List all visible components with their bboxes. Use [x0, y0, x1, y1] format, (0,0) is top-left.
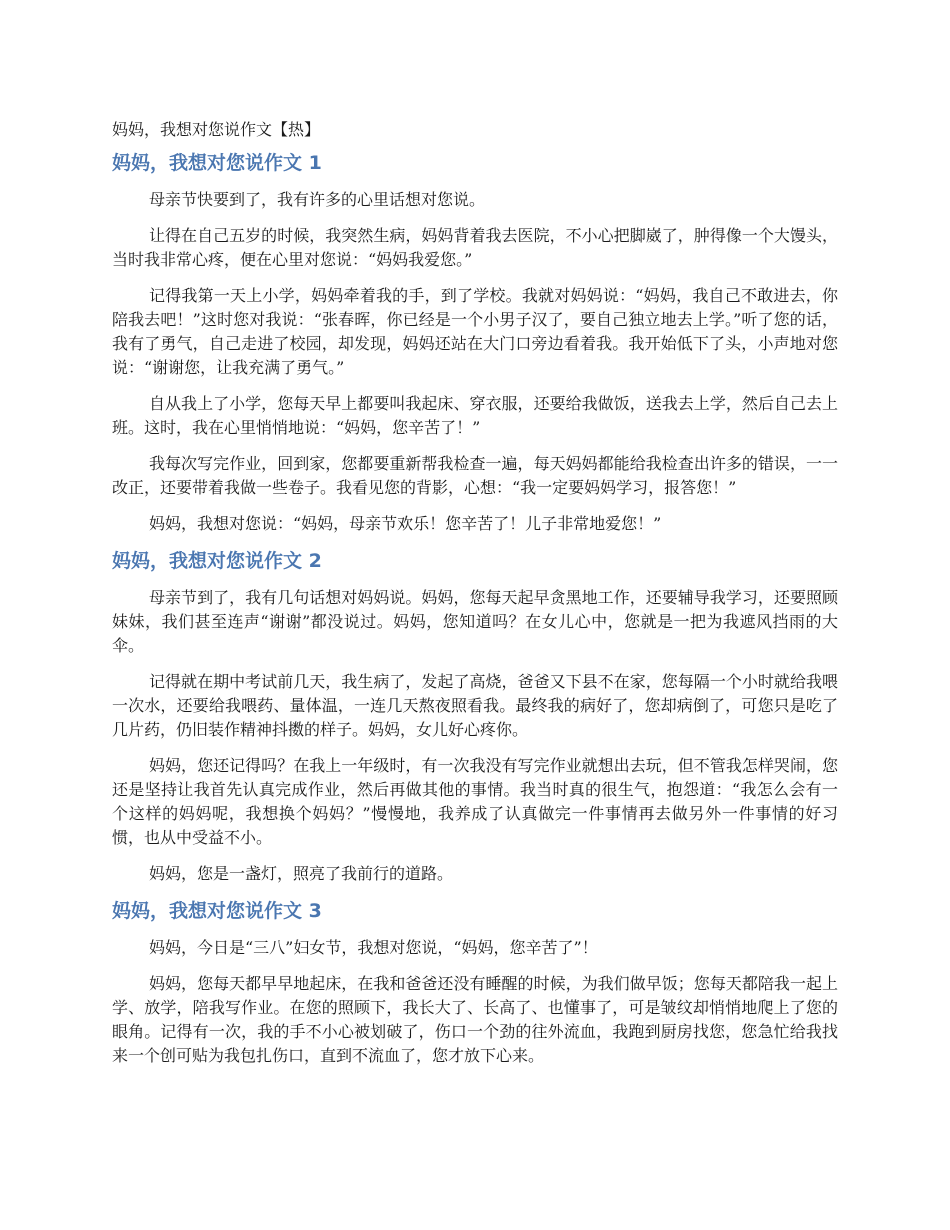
- section-2: [112, 548, 838, 886]
- paragraph: 母亲节快要到了，我有许多的心里话想对您说。: [149, 190, 486, 209]
- section-heading: 妈妈，我想对您说作文 1: [112, 152, 322, 174]
- section-1: [112, 150, 838, 536]
- paragraph: 我每次写完作业，回到家，您都要重新帮我检查一遍，每天妈妈都能给我检查出许多的错误，一一改正，还要带着我做一些卷子。我看见您的背影，心想：“我一定要妈妈学习，报答您！”: [112, 454, 838, 497]
- paragraph: 自从我上了小学，您每天早上都要叫我起床、穿衣服，还要给我做饭，送我去上学，然后自己去上班。这时，我在心里悄悄地说：“妈妈，您辛苦了！”: [112, 394, 838, 437]
- paragraph: 妈妈，您还记得吗？在我上一年级时，有一次我没有写完作业就想出去玩，但不管我怎样哭闹，您还是坚持让我首先认真完成作业，然后再做其他的事情。我当时真的很生气，抱怨道：“我怎么会有一个这样的妈妈呢，我想换个妈妈？”慢慢地，我养成了认真做完一件事情再去做另外一件事情的好习惯，也从中受益不小。: [112, 756, 838, 847]
- document-title: 妈妈，我想对您说作文【热】: [112, 120, 321, 139]
- paragraph: 让得在自己五岁的时候，我突然生病，妈妈背着我去医院，不小心把脚崴了，肿得像一个大馒头，当时我非常心疼，便在心里对您说：“妈妈我爱您。”: [112, 226, 838, 269]
- document-page: [112, 118, 838, 1080]
- paragraph: 妈妈，您是一盏灯，照亮了我前行的道路。: [149, 864, 454, 883]
- paragraph: 妈妈，今日是“三八”妇女节，我想对您说，“妈妈，您辛苦了”！: [149, 938, 598, 957]
- paragraph: 妈妈，您每天都早早地起床，在我和爸爸还没有睡醒的时候，为我们做早饭；您每天都陪我一起上学、放学，陪我写作业。在您的照顾下，我长大了、长高了、也懂事了，可是皱纹却悄悄地爬上了您的眼角。记得有一次，我的手不小心被划破了，伤口一个劲的往外流血，我跑到厨房找您，您急忙给我找来一个创可贴为我包扎伤口，直到不流血了，您才放下心来。: [112, 974, 838, 1065]
- paragraph: 记得我第一天上小学，妈妈牵着我的手，到了学校。我就对妈妈说：“妈妈，我自己不敢进去，你陪我去吧！”这时您对我说：“张春晖，你已经是一个小男子汉了，要自己独立地去上学。”听了您的话，我有了勇气，自己走进了校园，却发现，妈妈还站在大门口旁边看着我。我开始低下了头，小声地对您说：“谢谢您，让我充满了勇气。”: [112, 286, 838, 377]
- paragraph: 母亲节到了，我有几句话想对妈妈说。妈妈，您每天起早贪黑地工作，还要辅导我学习，还要照顾妹妹，我们甚至连声“谢谢”都没说过。妈妈，您知道吗？在女儿心中，您就是一把为我遮风挡雨的大伞。: [112, 588, 838, 655]
- paragraph: 记得就在期中考试前几天，我生病了，发起了高烧，爸爸又下县不在家，您每隔一个小时就给我喂一次水，还要给我喂药、量体温，一连几天熬夜照看我。最终我的病好了，您却病倒了，可您只是吃了几片药，仍旧装作精神抖擞的样子。妈妈，女儿好心疼你。: [112, 672, 838, 739]
- section-heading: 妈妈，我想对您说作文 2: [112, 550, 322, 572]
- section-heading: 妈妈，我想对您说作文 3: [112, 900, 322, 922]
- paragraph: 妈妈，我想对您说：“妈妈，母亲节欢乐！您辛苦了！儿子非常地爱您！”: [149, 514, 662, 533]
- section-3: [112, 898, 838, 1068]
